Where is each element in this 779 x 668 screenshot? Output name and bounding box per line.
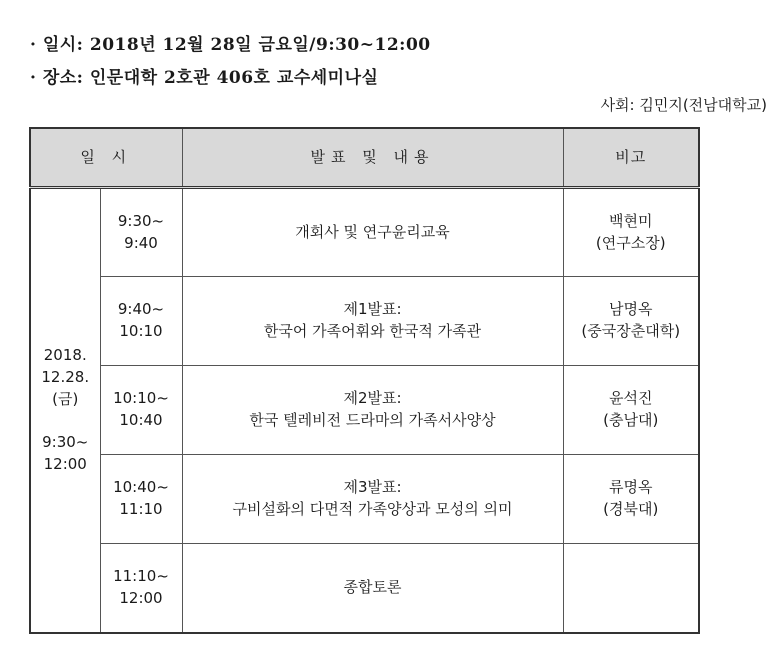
remark-affiliation: (충남대) (603, 411, 659, 429)
remark-affiliation: (경북대) (603, 500, 659, 518)
remark-name: 윤석진 (609, 389, 653, 408)
moderator-line: 사회: 김민지(전남대학교) (600, 96, 767, 114)
content-cell (182, 188, 563, 277)
content-text: 종합토론 (343, 577, 402, 596)
table-row (30, 455, 699, 544)
content-cell (182, 277, 563, 366)
table-row (30, 277, 699, 366)
time-cell (100, 455, 182, 544)
date-spacer (31, 410, 100, 432)
remark-cell (563, 455, 699, 544)
content-cell (182, 455, 563, 544)
content-title: 제1발표: (343, 300, 402, 319)
date-time-end: 12:00 (43, 454, 87, 473)
time-end: 10:40 (119, 411, 163, 429)
remark-name: 백현미 (609, 211, 653, 230)
time-cell (100, 544, 182, 633)
time-start: 9:40~ (117, 300, 165, 319)
time-cell (100, 366, 182, 455)
column-header-remark: 비고 (563, 128, 699, 188)
time-start: 11:10~ (113, 567, 169, 585)
table-row (30, 366, 699, 455)
column-header-datetime: 일 시 (30, 128, 182, 188)
remark-affiliation: (중국장춘대학) (581, 322, 681, 340)
remark-name: 남명옥 (609, 300, 653, 319)
content-title: 제3발표: (343, 478, 402, 497)
event-place-line: · 장소: 인문대학 2호관 406호 교수세미나실 (30, 68, 379, 88)
content-text: 구비설화의 다면적 가족양상과 모성의 의미 (232, 500, 513, 518)
column-header-content: 발표 및 내용 (182, 128, 563, 188)
date-weekday: (금) (52, 389, 79, 408)
content-title: 제2발표: (343, 389, 402, 408)
remark-name: 류명옥 (609, 478, 653, 497)
remark-cell (563, 277, 699, 366)
content-text: 한국 텔레비전 드라마의 가족서사양상 (249, 411, 496, 429)
table-header-row (30, 128, 699, 188)
remark-cell (563, 366, 699, 455)
table-row (30, 188, 699, 277)
date-year: 2018. (43, 346, 87, 364)
content-text: 한국어 가족어휘와 한국적 가족관 (263, 322, 482, 340)
date-month-day: 12.28. (41, 367, 90, 386)
content-cell (182, 366, 563, 455)
date-cell (30, 188, 100, 633)
remark-cell (563, 544, 699, 633)
time-start: 10:10~ (113, 389, 169, 408)
time-end: 12:00 (119, 588, 163, 607)
event-date-line: · 일시: 2018년 12월 28일 금요일/9:30~12:00 (30, 35, 431, 55)
time-end: 9:40 (124, 233, 158, 252)
remark-cell (563, 188, 699, 277)
time-cell (100, 277, 182, 366)
time-start: 10:40~ (113, 478, 169, 497)
time-cell (100, 188, 182, 277)
table-row (30, 544, 699, 633)
content-cell (182, 544, 563, 633)
schedule-table (29, 127, 700, 634)
date-time-start: 9:30~ (42, 433, 89, 451)
time-end: 10:10 (119, 322, 163, 340)
content-text: 개회사 및 연구윤리교육 (295, 222, 450, 241)
remark-affiliation: (연구소장) (595, 233, 666, 252)
time-start: 9:30~ (117, 211, 165, 230)
time-end: 11:10 (119, 500, 163, 518)
